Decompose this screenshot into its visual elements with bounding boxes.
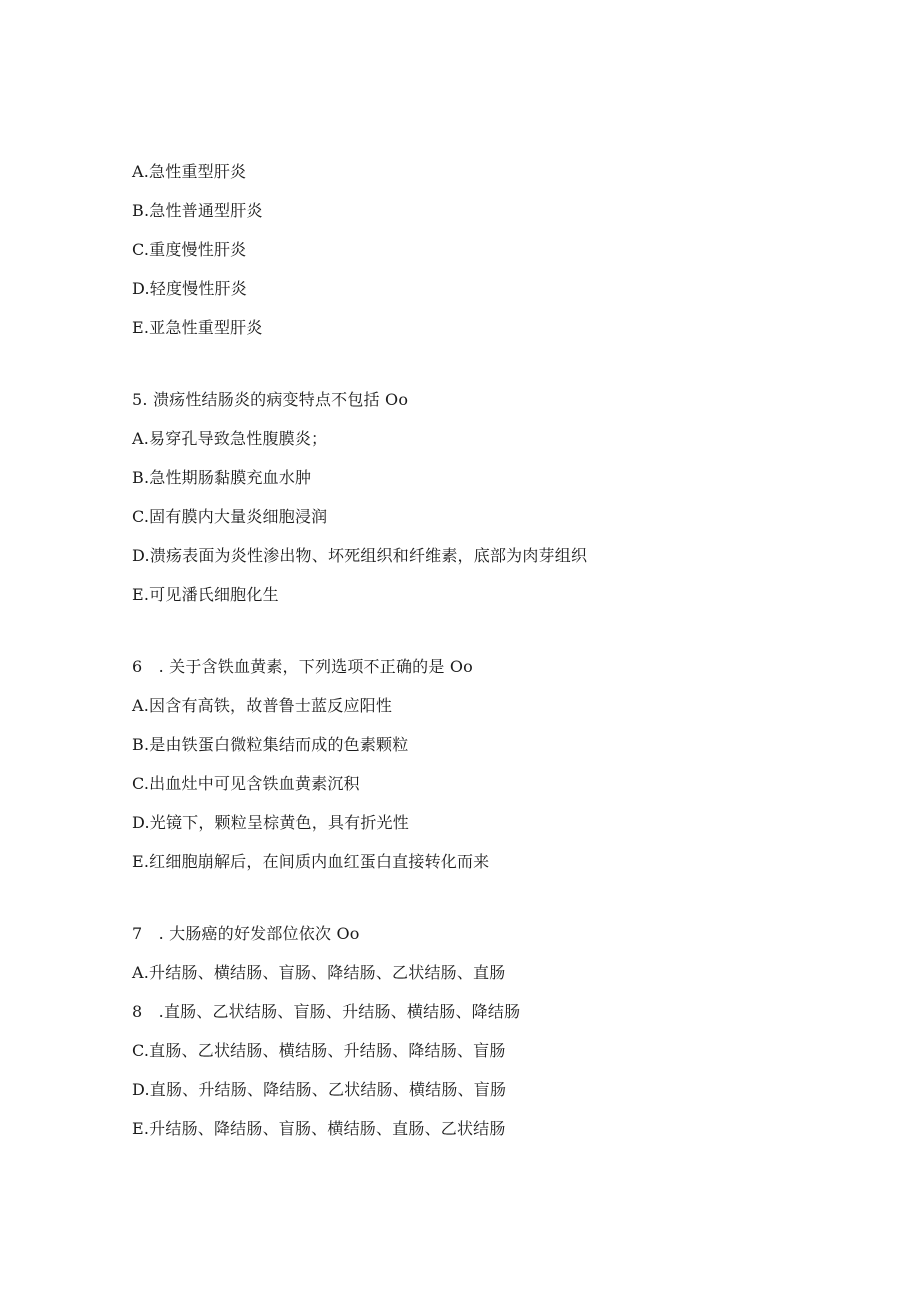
- option-line: C.固有膜内大量炎细胞浸润: [132, 507, 328, 526]
- option-line: B.急性普通型肝炎: [132, 201, 263, 220]
- option-line: A.急性重型肝炎: [132, 162, 247, 181]
- option-line: D.光镜下，颗粒呈棕黄色，具有折光性: [132, 813, 409, 832]
- option-line: B.是由铁蛋白微粒集结而成的色素颗粒: [132, 735, 409, 754]
- question-line: 6 . 关于含铁血黄素，下列选项不正确的是 Oo: [132, 657, 473, 676]
- option-line: C.重度慢性肝炎: [132, 240, 247, 259]
- option-line: C.出血灶中可见含铁血黄素沉积: [132, 774, 360, 793]
- option-line: C.直肠、乙状结肠、横结肠、升结肠、降结肠、盲肠: [132, 1041, 506, 1060]
- option-line: 8 .直肠、乙状结肠、盲肠、升结肠、横结肠、降结肠: [132, 1002, 521, 1021]
- option-line: D.直肠、升结肠、降结肠、乙状结肠、横结肠、盲肠: [132, 1080, 507, 1099]
- question-line: 5. 溃疡性结肠炎的病变特点不包括 Oo: [132, 390, 409, 409]
- option-line: A.升结肠、横结肠、盲肠、降结肠、乙状结肠、直肠: [132, 963, 506, 982]
- option-line: B.急性期肠黏膜充血水肿: [132, 468, 312, 487]
- question-line: 7 . 大肠癌的好发部位依次 Oo: [132, 924, 360, 943]
- option-line: E.升结肠、降结肠、盲肠、横结肠、直肠、乙状结肠: [132, 1119, 506, 1138]
- option-line: A.易穿孔导致急性腹膜炎；: [132, 429, 328, 448]
- option-line: D.轻度慢性肝炎: [132, 279, 247, 298]
- option-line: A.因含有高铁，故普鲁士蓝反应阳性: [132, 696, 393, 715]
- option-line: E.亚急性重型肝炎: [132, 318, 263, 337]
- option-line: E.可见潘氏细胞化生: [132, 585, 279, 604]
- option-line: D.溃疡表面为炎性渗出物、坏死组织和纤维素，底部为肉芽组织: [132, 546, 588, 565]
- option-line: E.红细胞崩解后，在间质内血红蛋白直接转化而来: [132, 852, 490, 871]
